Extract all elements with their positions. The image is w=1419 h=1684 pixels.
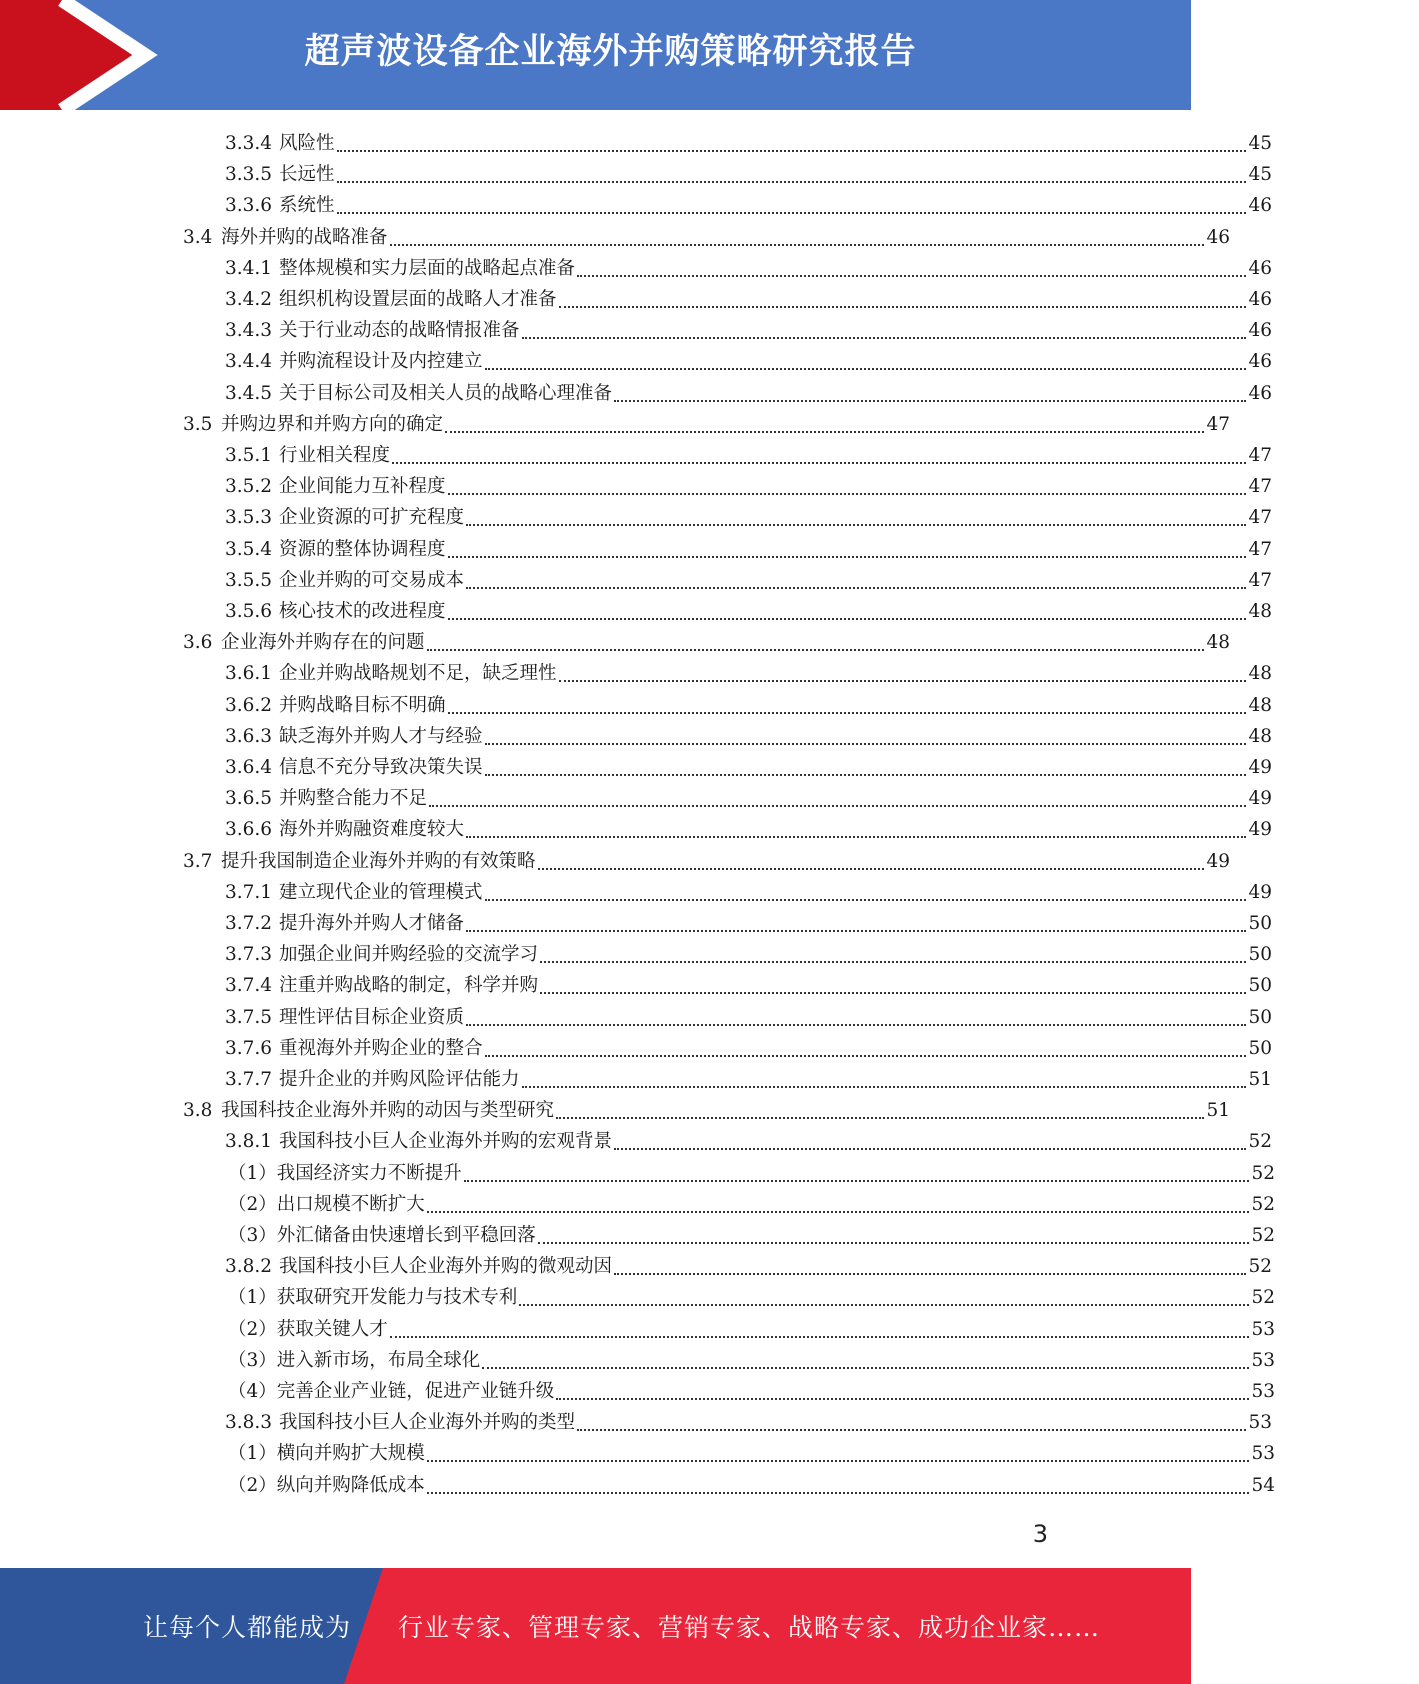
toc-dot-leader [466, 586, 1246, 589]
toc-section-title: 提升企业的并购风险评估能力 [279, 1069, 520, 1090]
toc-section-number: 3.7.3 [225, 944, 273, 966]
toc-dot-leader [448, 555, 1247, 558]
toc-dot-leader [485, 367, 1247, 370]
footer-slogan-right: 行业专家、管理专家、营销专家、战略专家、成功企业家…… [398, 1613, 1101, 1642]
toc-entry[interactable] [0, 1095, 1374, 1126]
toc-section-number: 3.5.5 [225, 569, 273, 591]
toc-dot-leader [577, 1428, 1246, 1431]
toc-dot-leader [485, 1054, 1247, 1057]
toc-dot-leader [540, 991, 1246, 994]
toc-entry[interactable] [0, 721, 1416, 752]
toc-page-number: 46 [1248, 351, 1272, 373]
toc-section-number: 3.6 [183, 632, 213, 654]
toc-entry-label [228, 1220, 536, 1251]
toc-section-title: 企业并购战略规划不足，缺乏理性 [279, 663, 557, 685]
toc-entry[interactable] [0, 1407, 1416, 1438]
toc-entry-label [225, 752, 483, 783]
toc-section-title: （1）我国经济实力不断提升 [228, 1162, 462, 1184]
toc-page-number: 48 [1206, 632, 1230, 654]
toc-entry-label [228, 1438, 425, 1469]
toc-section-number: 3.7.1 [225, 881, 273, 903]
toc-section-number: 3.6.6 [225, 819, 273, 841]
toc-entry[interactable] [0, 502, 1416, 533]
toc-dot-leader [538, 1241, 1250, 1244]
toc-page-number: 45 [1248, 133, 1272, 154]
toc-entry[interactable] [0, 471, 1416, 502]
toc-page-number: 46 [1248, 320, 1272, 342]
toc-entry[interactable] [0, 1064, 1416, 1095]
toc-entry[interactable] [0, 1033, 1416, 1064]
toc-entry[interactable] [0, 190, 1416, 221]
toc-dot-leader [614, 1147, 1246, 1150]
toc-section-number: 3.5.3 [225, 507, 273, 529]
toc-section-title: 并购流程设计及内控建立 [279, 351, 483, 373]
toc-section-title: 关于目标公司及相关人员的战略心理准备 [279, 382, 613, 404]
toc-page-number: 52 [1248, 1256, 1272, 1278]
toc-entry-label [183, 222, 388, 253]
toc-entry[interactable] [0, 284, 1416, 315]
toc-entry-label [228, 1189, 425, 1220]
toc-dot-leader [485, 773, 1247, 776]
toc-section-number: 3.7.2 [225, 913, 273, 934]
report-title: 超声波设备企业海外并购策略研究报告 [304, 32, 917, 72]
toc-section-number: 3.4.2 [225, 289, 273, 310]
toc-dot-leader [427, 648, 1205, 651]
toc-entry-label [228, 1345, 480, 1376]
toc-section-title: （1）获取研究开发能力与技术专利 [228, 1287, 518, 1309]
toc-entry-label [225, 346, 483, 377]
toc-dot-leader [466, 835, 1246, 838]
toc-section-title: 企业海外并购存在的问题 [221, 632, 425, 654]
toc-page-number: 54 [1251, 1474, 1275, 1496]
toc-section-title: 企业间能力互补程度 [279, 476, 446, 498]
toc-section-title: 组织机构设置层面的战略人才准备 [279, 289, 557, 310]
toc-section-title: 长远性 [279, 164, 335, 186]
toc-entry-label [225, 1064, 520, 1095]
toc-section-title: 系统性 [279, 195, 335, 217]
toc-entry-label [183, 1095, 554, 1126]
toc-page-number: 47 [1206, 413, 1230, 435]
toc-section-number: 3.5.2 [225, 476, 273, 498]
toc-dot-leader [559, 679, 1247, 682]
toc-page-number: 53 [1251, 1318, 1275, 1340]
toc-entry-label [225, 596, 446, 627]
toc-page-number: 53 [1251, 1381, 1275, 1402]
toc-section-title: 加强企业间并购经验的交流学习 [279, 944, 539, 966]
toc-entry-label [225, 690, 446, 721]
toc-dot-leader [556, 1116, 1204, 1119]
toc-section-number: 3.7.4 [225, 975, 273, 997]
toc-section-number: 3.5 [183, 413, 213, 435]
toc-page-number: 46 [1248, 195, 1272, 217]
toc-entry-label [225, 471, 446, 502]
toc-section-title: 海外并购融资难度较大 [279, 819, 465, 841]
toc-section-number: 3.6.2 [225, 694, 273, 716]
toc-entry-label [225, 1002, 464, 1033]
toc-dot-leader [522, 1085, 1247, 1088]
toc-dot-leader [337, 180, 1247, 183]
toc-dot-leader [466, 929, 1246, 932]
toc-section-title: 关于行业动态的战略情报准备 [279, 320, 520, 342]
toc-page-number: 53 [1251, 1443, 1275, 1465]
toc-entry[interactable] [0, 159, 1416, 190]
toc-page-number: 49 [1248, 788, 1272, 810]
toc-dot-leader [466, 1023, 1246, 1026]
toc-entry-label [225, 939, 538, 970]
toc-section-title: （2）出口规模不断扩大 [228, 1193, 425, 1215]
toc-section-number: 3.5.4 [225, 538, 273, 560]
page-header [0, 0, 1191, 110]
toc-entry-label [228, 1470, 425, 1501]
toc-section-number: 3.6.4 [225, 757, 273, 778]
toc-entry-label [225, 128, 335, 159]
toc-entry[interactable] [0, 1251, 1416, 1282]
toc-dot-leader [448, 711, 1247, 714]
toc-entry[interactable] [0, 970, 1416, 1001]
toc-entry-label [225, 190, 335, 221]
toc-entry-label [225, 1033, 483, 1064]
footer-slogan-left: 让每个人都能成为 [143, 1613, 352, 1642]
toc-page-number: 53 [1251, 1349, 1275, 1371]
toc-section-title: 缺乏海外并购人才与经验 [279, 725, 483, 747]
toc-dot-leader [519, 1303, 1249, 1306]
toc-section-title: （4）完善企业产业链，促进产业链升级 [228, 1381, 555, 1402]
toc-entry[interactable] [0, 908, 1416, 939]
toc-entry-label [225, 502, 464, 533]
toc-entry-label [225, 253, 575, 284]
toc-dot-leader [485, 898, 1247, 901]
toc-entry[interactable] [0, 752, 1416, 783]
toc-entry[interactable] [0, 378, 1416, 409]
toc-section-title: （1）横向并购扩大规模 [228, 1443, 425, 1465]
toc-page-number: 51 [1248, 1069, 1272, 1090]
toc-entry-label [183, 409, 443, 440]
toc-section-number: 3.3.4 [225, 133, 273, 154]
toc-dot-leader [429, 804, 1246, 807]
toc-entry[interactable] [0, 1345, 1419, 1376]
toc-entry-label [225, 783, 427, 814]
toc-entry[interactable] [0, 1220, 1419, 1251]
toc-dot-leader [540, 960, 1246, 963]
toc-entry[interactable] [0, 1438, 1419, 1469]
toc-entry[interactable] [0, 1158, 1419, 1189]
toc-entry[interactable] [0, 534, 1416, 565]
toc-section-number: 3.7 [183, 850, 213, 872]
toc-dot-leader [448, 617, 1247, 620]
toc-entry[interactable] [0, 1376, 1419, 1407]
toc-section-number: 3.7.5 [225, 1006, 273, 1028]
toc-entry-label [228, 1282, 517, 1313]
toc-section-title: 核心技术的改进程度 [279, 601, 446, 622]
toc-page-number: 49 [1248, 819, 1272, 841]
toc-entry[interactable] [0, 565, 1416, 596]
toc-dot-leader [482, 1366, 1249, 1369]
toc-dot-leader [427, 1210, 1250, 1213]
toc-section-title: 重视海外并购企业的整合 [279, 1037, 483, 1059]
toc-page-number: 50 [1248, 944, 1272, 966]
toc-section-number: 3.6.1 [225, 663, 273, 685]
toc-entry-label [225, 814, 464, 845]
toc-section-title: 提升海外并购人才储备 [279, 913, 465, 934]
toc-page-number: 46 [1248, 289, 1272, 310]
toc-section-title: 行业相关程度 [279, 445, 391, 466]
toc-dot-leader [466, 523, 1246, 526]
toc-entry[interactable] [0, 1314, 1419, 1345]
page-footer [0, 1568, 1191, 1684]
toc-entry[interactable] [0, 222, 1374, 253]
toc-entry[interactable] [0, 814, 1416, 845]
toc-section-title: 信息不充分导致决策失误 [279, 757, 483, 778]
toc-section-title: 我国科技小巨人企业海外并购的宏观背景 [279, 1131, 613, 1153]
toc-section-title: 注重并购战略的制定，科学并购 [279, 975, 539, 997]
toc-section-number: 3.4.1 [225, 257, 273, 279]
toc-section-number: 3.6.5 [225, 788, 273, 810]
toc-entry[interactable] [0, 1002, 1416, 1033]
toc-page-number: 46 [1206, 226, 1230, 248]
toc-dot-leader [614, 1272, 1246, 1275]
toc-section-number: 3.7.6 [225, 1037, 273, 1059]
toc-section-title: 提升我国制造企业海外并购的有效策略 [221, 850, 536, 872]
toc-dot-leader [614, 399, 1246, 402]
toc-entry[interactable] [0, 1189, 1419, 1220]
toc-entry[interactable] [0, 846, 1374, 877]
page-number: 3 [1032, 1520, 1048, 1548]
toc-entry[interactable] [0, 877, 1416, 908]
toc-dot-leader [538, 867, 1205, 870]
toc-section-title: （3）外汇储备由快速增长到平稳回落 [228, 1225, 536, 1246]
toc-page-number: 50 [1248, 1006, 1272, 1028]
toc-section-number: 3.5.1 [225, 445, 273, 466]
toc-entry[interactable] [0, 253, 1416, 284]
toc-dot-leader [556, 1397, 1249, 1400]
toc-page-number: 46 [1248, 382, 1272, 404]
toc-dot-leader [445, 430, 1204, 433]
toc-section-title: （2）获取关键人才 [228, 1318, 388, 1340]
toc-entry-label [183, 627, 425, 658]
toc-entry-label [225, 440, 390, 471]
toc-dot-leader [392, 461, 1246, 464]
toc-entry-label [183, 846, 536, 877]
toc-section-title: 整体规模和实力层面的战略起点准备 [279, 257, 576, 279]
toc-entry[interactable] [0, 1126, 1416, 1157]
toc-dot-leader [522, 336, 1247, 339]
toc-entry-label [228, 1376, 554, 1407]
toc-entry-label [225, 284, 557, 315]
toc-entry-label [225, 1126, 612, 1157]
toc-entry-label [225, 378, 612, 409]
toc-entry[interactable] [0, 783, 1416, 814]
toc-dot-leader [448, 492, 1247, 495]
toc-entry-label [228, 1314, 388, 1345]
toc-section-number: 3.8 [183, 1100, 213, 1122]
toc-section-title: （2）纵向并购降低成本 [228, 1474, 425, 1496]
toc-section-number: 3.8.2 [225, 1256, 273, 1278]
toc-section-number: 3.7.7 [225, 1069, 273, 1090]
toc-entry-label [225, 534, 446, 565]
toc-page-number: 47 [1248, 507, 1272, 529]
toc-page-number: 48 [1248, 663, 1272, 685]
toc-entry-label [228, 1158, 462, 1189]
toc-entry-label [225, 159, 335, 190]
toc-section-title: 企业资源的可扩充程度 [279, 507, 465, 529]
toc-section-title: 建立现代企业的管理模式 [279, 881, 483, 903]
toc-section-number: 3.3.5 [225, 164, 273, 186]
toc-entry[interactable] [0, 658, 1416, 689]
toc-page-number: 50 [1248, 1037, 1272, 1059]
toc-section-number: 3.8.1 [225, 1131, 273, 1153]
toc-section-number: 3.4.3 [225, 320, 273, 342]
toc-dot-leader [390, 243, 1205, 246]
toc-dot-leader [427, 1459, 1250, 1462]
toc-entry[interactable] [0, 409, 1374, 440]
toc-section-title: 我国科技企业海外并购的动因与类型研究 [221, 1100, 555, 1122]
toc-page-number: 47 [1248, 476, 1272, 498]
toc-entry[interactable] [0, 440, 1416, 471]
toc-section-title: 企业并购的可交易成本 [279, 569, 465, 591]
toc-page-number: 52 [1251, 1225, 1275, 1246]
toc-entry[interactable] [0, 690, 1416, 721]
toc-dot-leader [559, 305, 1247, 308]
toc-page-number: 47 [1248, 445, 1272, 466]
toc-entry[interactable] [0, 627, 1374, 658]
toc-page-number: 49 [1248, 757, 1272, 778]
toc-section-number: 3.4 [183, 226, 213, 248]
toc-entry-label [225, 1407, 575, 1438]
toc-section-number: 3.8.3 [225, 1412, 273, 1434]
toc-entry-label [225, 565, 464, 596]
toc-section-title: 并购边界和并购方向的确定 [221, 413, 444, 435]
toc-dot-leader [390, 1335, 1250, 1338]
toc-page-number: 49 [1248, 881, 1272, 903]
toc-section-number: 3.4.4 [225, 351, 273, 373]
toc-entry-label [225, 315, 520, 346]
toc-page-number: 53 [1248, 1412, 1272, 1434]
toc-dot-leader [337, 211, 1247, 214]
toc-page-number: 50 [1248, 913, 1272, 934]
toc-section-title: 我国科技小巨人企业海外并购的微观动因 [279, 1256, 613, 1278]
toc-page-number: 51 [1206, 1100, 1230, 1122]
toc-entry[interactable] [0, 346, 1416, 377]
toc-section-number: 3.6.3 [225, 725, 273, 747]
toc-section-title: 海外并购的战略准备 [221, 226, 388, 248]
toc-dot-leader [577, 274, 1246, 277]
toc-section-title: 并购战略目标不明确 [279, 694, 446, 716]
toc-entry-label [225, 908, 464, 939]
toc-dot-leader [485, 742, 1247, 745]
toc-page-number: 52 [1251, 1287, 1275, 1309]
toc-section-title: 我国科技小巨人企业海外并购的类型 [279, 1412, 576, 1434]
toc-page-number: 52 [1248, 1131, 1272, 1153]
toc-section-number: 3.4.5 [225, 382, 273, 404]
toc-page-number: 45 [1248, 164, 1272, 186]
toc-entry[interactable] [0, 939, 1416, 970]
toc-section-title: 资源的整体协调程度 [279, 538, 446, 560]
toc-section-title: 风险性 [279, 133, 335, 154]
toc-page-number: 47 [1248, 538, 1272, 560]
toc-entry-label [225, 1251, 612, 1282]
toc-page-number: 48 [1248, 725, 1272, 747]
toc-dot-leader [337, 149, 1247, 152]
toc-entry-label [225, 877, 483, 908]
toc-page-number: 49 [1206, 850, 1230, 872]
toc-section-title: 并购整合能力不足 [279, 788, 428, 810]
toc-entry[interactable] [0, 1470, 1419, 1501]
toc-entry-label [225, 970, 538, 1001]
toc-section-title: （3）进入新市场，布局全球化 [228, 1349, 481, 1371]
toc-page-number: 46 [1248, 257, 1272, 279]
toc-entry[interactable] [0, 128, 1416, 159]
toc-entry[interactable] [0, 315, 1416, 346]
toc-section-number: 3.5.6 [225, 601, 273, 622]
toc-dot-leader [427, 1491, 1250, 1494]
toc-dot-leader [464, 1179, 1250, 1182]
toc-page-number: 50 [1248, 975, 1272, 997]
toc-page-number: 52 [1251, 1193, 1275, 1215]
toc-page-number: 52 [1251, 1162, 1275, 1184]
toc-page-number: 48 [1248, 601, 1272, 622]
toc-entry[interactable] [0, 1282, 1419, 1313]
toc-entry[interactable] [0, 596, 1416, 627]
toc-page-number: 47 [1248, 569, 1272, 591]
toc-entry-label [225, 658, 557, 689]
toc-section-number: 3.3.6 [225, 195, 273, 217]
toc-section-title: 理性评估目标企业资质 [279, 1006, 465, 1028]
toc-entry-label [225, 721, 483, 752]
toc-page-number: 48 [1248, 694, 1272, 716]
